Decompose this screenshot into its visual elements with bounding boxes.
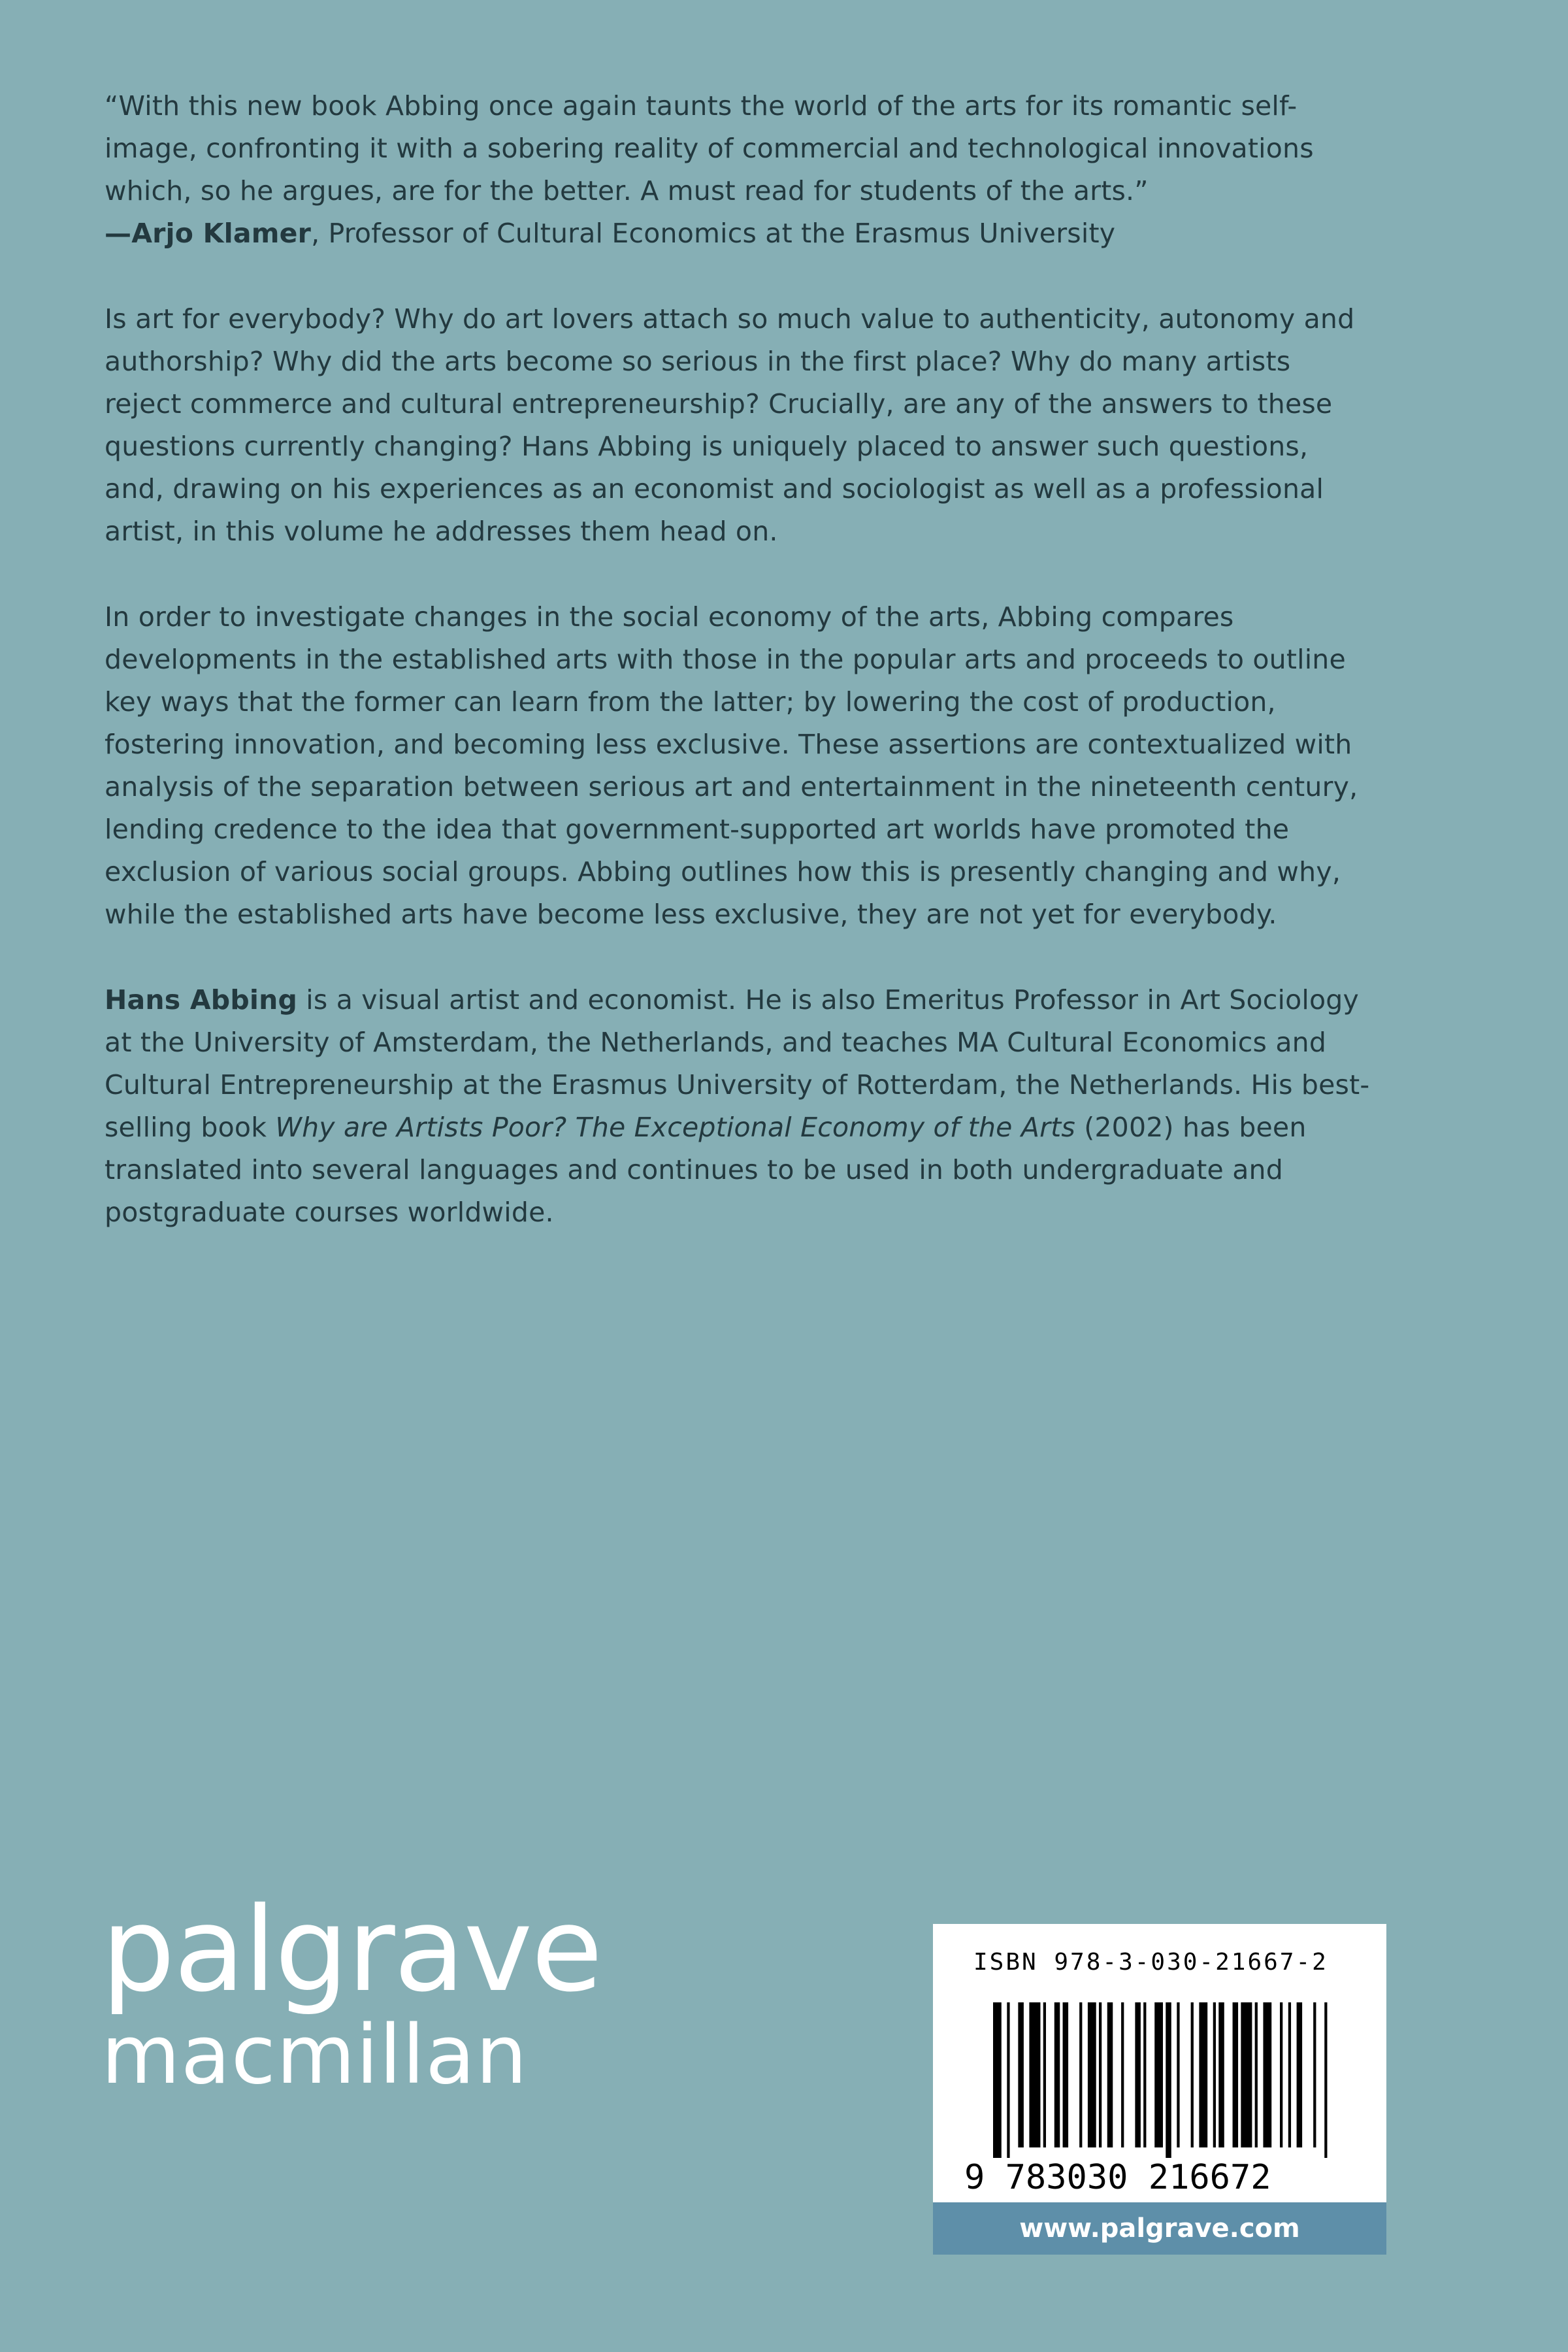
barcode-bar: [1191, 2002, 1194, 2147]
description-paragraph-2: In order to investigate changes in the social economy of the arts, Abbing compares developments in the established arts with those in the popular arts and proceeds to outline key ways that the former can learn from the latter; by lowering the cost of production, fostering innovation, and becoming less exclusive. These assertions are contextualized with analysis of the separation between serious art and entertainment in the nineteenth century, lending credence to the idea that government-supported art worlds have promoted the exclusion of various social groups. Abbing outlines how this is presently changing and why, while the established arts have become less exclusive, they are not yet for everybody.: [105, 601, 1358, 930]
barcode-bar: [1297, 2002, 1303, 2147]
barcode-bar: [1166, 2002, 1171, 2158]
author-bio: [105, 979, 1375, 1234]
quote-attribution: [105, 212, 1375, 255]
barcode-bar: [1154, 2002, 1163, 2147]
barcode-bar: [1007, 2002, 1009, 2158]
isbn-label: ISBN 978-3-030-21667-2: [973, 1949, 1328, 1976]
bio-book-title: Why are Artists Poor? The Exceptional Economy of the Arts: [275, 1112, 1075, 1143]
barcode-bar: [1324, 2002, 1327, 2158]
barcode-bar: [993, 2002, 1002, 2158]
barcode-bar: [1288, 2002, 1291, 2147]
bio-text-1: is a visual artist and economist. He is also Emeritus Professor in Art Sociology at the University of Amsterdam, the Netherlands, and teaches MA Cultural Economics and Cultural Entrepreneurship at the Erasmus University of Rotterdam, the Netherlands. His best-selling book: [105, 984, 1370, 1143]
isbn-barcode-box: [933, 1924, 1386, 2255]
barcode-bar: [1043, 2002, 1046, 2147]
barcode-bar: [1213, 2002, 1216, 2147]
bio-author-name: Hans Abbing: [105, 984, 298, 1016]
barcode-bar: [1313, 2002, 1316, 2147]
bio-text-2: (2002) has been translated into several languages and continues to be used in both undergraduate and postgraduate courses worldwide.: [105, 1112, 1307, 1228]
barcode-bar: [1263, 2002, 1271, 2147]
barcode-bar: [1241, 2002, 1252, 2147]
barcode-bar: [1177, 2002, 1179, 2147]
barcode-bar: [1088, 2002, 1096, 2147]
barcode-bar: [1218, 2002, 1224, 2147]
back-cover-text: [105, 85, 1375, 1277]
barcode-image: [993, 2002, 1333, 2158]
barcode-bar: [1280, 2002, 1282, 2147]
endorsement-quote: [105, 85, 1375, 255]
barcode-bar: [1143, 2002, 1146, 2147]
quote-author-title: , Professor of Cultural Economics at the Erasmus University: [311, 218, 1116, 249]
barcode-digits: 9 783030 216672: [964, 2158, 1271, 2197]
barcode-bar: [1233, 2002, 1239, 2147]
barcode-bar: [1018, 2002, 1024, 2147]
barcode-bar: [1054, 2002, 1060, 2147]
barcode-bar: [1079, 2002, 1082, 2147]
barcode-bar: [1099, 2002, 1102, 2147]
barcode-bar: [1107, 2002, 1113, 2147]
barcode-bar: [1135, 2002, 1141, 2147]
barcode-bar: [1063, 2002, 1069, 2147]
quote-author: —Arjo Klamer: [105, 218, 312, 249]
publisher-logo-line1: palgrave: [101, 1882, 602, 2017]
barcode-bar: [1029, 2002, 1040, 2147]
publisher-url: www.palgrave.com: [933, 2202, 1386, 2255]
publisher-logo-line2: macmillan: [101, 2008, 528, 2102]
publisher-logo: [101, 1882, 602, 2102]
description-paragraph-1: Is art for everybody? Why do art lovers attach so much value to authenticity, autonomy and authorship? Why did the arts become so serious in the first place? Why do many artists reject commerce and cultural entrepreneurship? Crucially, are any of the answers to these questions currently changing? Hans Abbing is uniquely placed to answer such questions, and, drawing on his experiences as an economist and sociologist as well as a professional artist, in this volume he addresses them head on.: [105, 303, 1355, 547]
barcode-bar: [1255, 2002, 1258, 2147]
barcode-bar: [1199, 2002, 1207, 2147]
barcode-bar: [1121, 2002, 1124, 2147]
quote-text: “With this new book Abbing once again taunts the world of the arts for its romantic self-image, confronting it with a sobering reality of commercial and technological innovations which, so he argues, are for the better. A must read for students of the arts.”: [105, 90, 1314, 207]
